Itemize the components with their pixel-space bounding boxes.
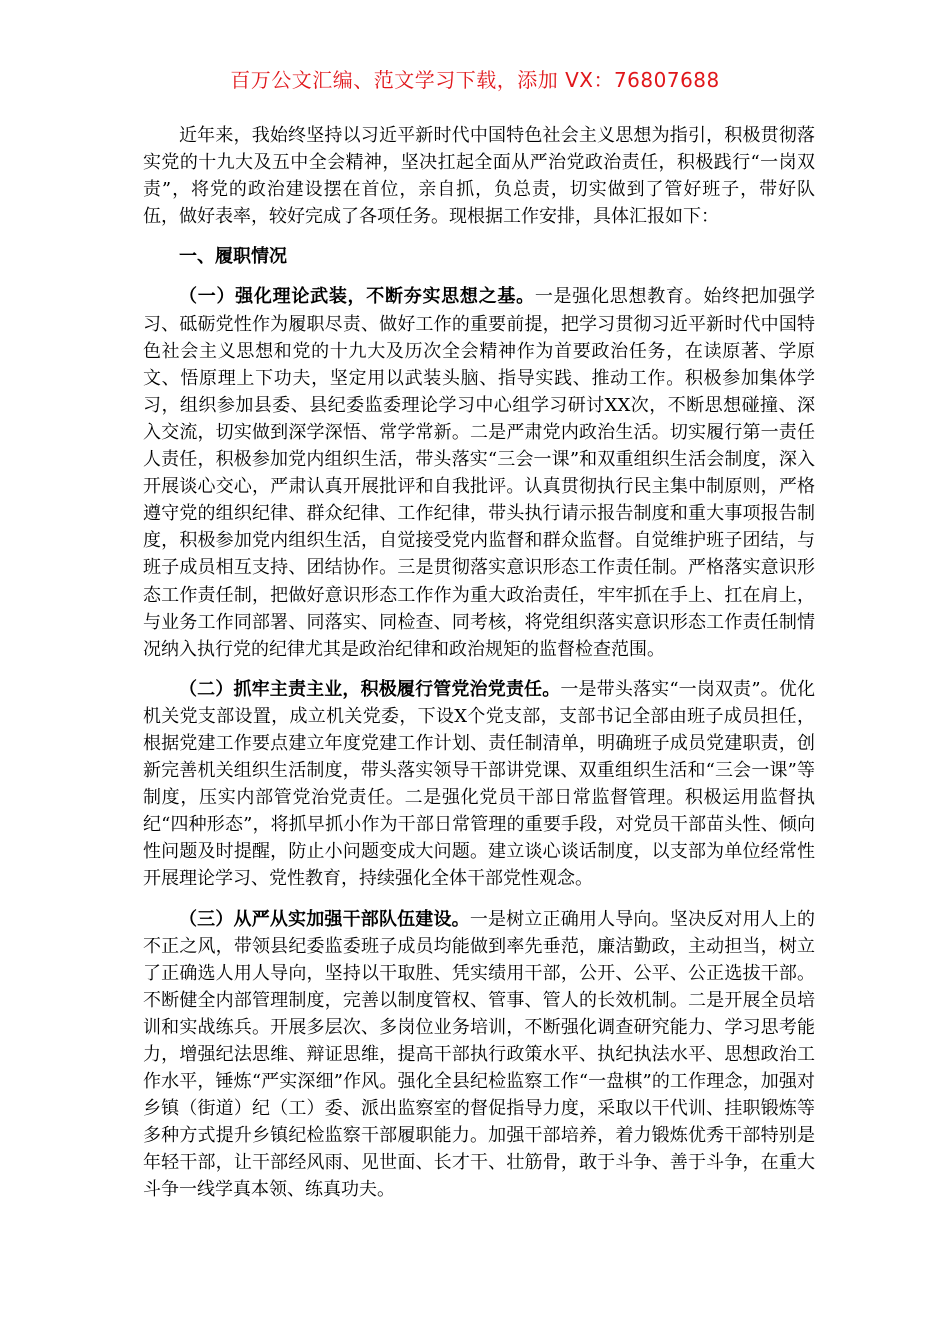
paragraph-item-3	[143, 906, 815, 1204]
paragraph-item-1	[143, 283, 815, 662]
paragraph-item-2	[143, 676, 815, 893]
item-1-title: （一）强化理论武装，不断夯实思想之基。	[179, 286, 535, 308]
item-1-body: 一是强化思想教育。始终把加强学习、砥砺党性作为履职尽责、做好工作的重要前提，把学习贯彻习近平新时代中国特色社会主义思想和党的十九大及历次全会精神作为首要政治任务，在读原著、学原文、悟原理上下功夫，坚定用以武装头脑、指导实践、推动工作。积极参加集体学习，组织参加县委、县纪委监委理论学习中心组学习研讨XX次，不断思想碰撞、深入交流，切实做到深学深悟、常学常新。二是严肃党内政治生活。切实履行第一责任人责任，积极参加党内组织生活，带头落实“三会一课”和双重组织生活会制度，深入开展谈心交心，严肃认真开展批评和自我批评。认真贯彻执行民主集中制原则，严格遵守党的组织纪律、群众纪律、工作纪律，带头执行请示报告制度和重大事项报告制度，积极参加党内组织生活，自觉接受党内监督和群众监督。自觉维护班子团结，与班子成员相互支持、团结协作。三是贯彻落实意识形态工作责任制。严格落实意识形态工作责任制，把做好意识形态工作作为重大政治责任，牢牢抓在手上、扛在肩上，与业务工作同部署、同落实、同检查、同考核，将党组织落实意识形态工作责任制情况纳入执行党的纪律尤其是政治纪律和政治规矩的监督检查范围。	[143, 286, 816, 660]
item-2-body: 一是带头落实“一岗双责”。优化机关党支部设置，成立机关党委，下设X个党支部，支部书记全部由班子成员担任，根据党建工作要点建立年度党建工作计划、责任制清单，明确班子成员党建职责，创新完善机关组织生活制度，带头落实领导干部讲党课、双重组织生活和“三会一课”等制度，压实内部管党治党责任。二是强化党员干部日常监督管理。积极运用监督执纪“四种形态”，将抓早抓小作为干部日常管理的重要手段，对党员干部苗头性、倾向性问题及时提醒，防止小问题变成大问题。建立谈心谈话制度，以支部为单位经常性开展理论学习、党性教育，持续强化全体干部党性观念。	[143, 678, 815, 890]
item-3-title: （三）从严从实加强干部队伍建设。	[179, 908, 470, 930]
item-3-body: 一是树立正确用人导向。坚决反对用人上的不正之风，带领县纪委监委班子成员均能做到率先垂范，廉洁勤政，主动担当，树立了正确选人用人导向，坚持以干取胜、凭实绩用干部，公开、公平、公正选拔干部。不断健全内部管理制度，完善以制度管权、管事、管人的长效机制。二是开展全员培训和实战练兵。开展多层次、多岗位业务培训，不断强化调查研究能力、学习思考能力，增强纪法思维、辩证思维，提高干部执行政策水平、执纪执法水平、思想政治工作水平，锤炼“严实深细”作风。强化全县纪检监察工作“一盘棋”的工作理念，加强对乡镇（街道）纪（工）委、派出监察室的督促指导力度，采取以干代训、挂职锻炼等多种方式提升乡镇纪检监察干部履职能力。加强干部培养，着力锻炼优秀干部特别是年轻干部，让干部经风雨、见世面、长才干、壮筋骨，敢于斗争、善于斗争，在重大斗争一线学真本领、练真功夫。	[143, 908, 816, 1201]
section-heading: 一、履职情况	[179, 246, 287, 268]
item-2-title: （二）抓牢主责主业，积极履行管党治党责任。	[179, 678, 561, 700]
promo-banner: 百万公文汇编、范文学习下载，添加 VX：76807688	[230, 68, 720, 92]
intro-paragraph: 近年来，我始终坚持以习近平新时代中国特色社会主义思想为指引，积极贯彻落实党的十九大及五中全会精神，坚决扛起全面从严治党政治责任，积极践行“一岗双责”，将党的政治建设摆在首位，亲自抓，负总责，切实做到了管好班子，带好队伍，做好表率，较好完成了各项任务。现根据工作安排，具体汇报如下：	[143, 125, 815, 228]
document-body	[143, 122, 815, 1217]
